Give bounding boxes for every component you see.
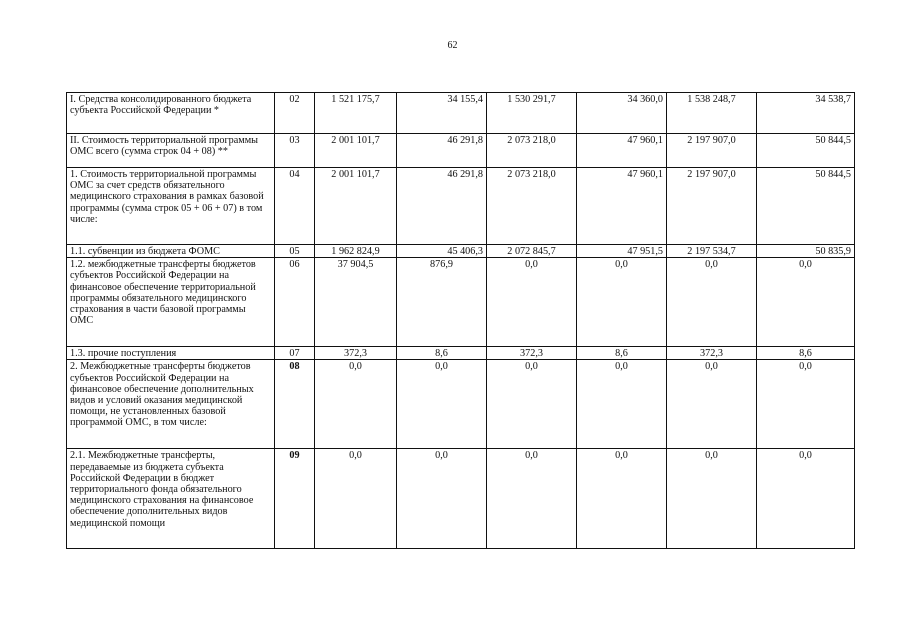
value-cell: 1 530 291,7 <box>487 93 577 134</box>
value-cell: 50 844,5 <box>757 134 855 168</box>
value-cell: 0,0 <box>757 360 855 449</box>
row-code: 04 <box>275 168 315 245</box>
row-label: 2. Межбюджетные трансферты бюджетов субъектов Российской Федерации на финансовое обеспечение дополнительных видов и условий оказания медицинской помощи, не установленных базовой программой ОМС, в том числе: <box>67 360 275 449</box>
value-cell: 8,6 <box>757 347 855 360</box>
value-cell: 47 951,5 <box>577 245 667 258</box>
row-code: 09 <box>275 449 315 549</box>
value-cell: 37 904,5 <box>315 258 397 347</box>
value-cell: 2 073 218,0 <box>487 134 577 168</box>
value-cell: 876,9 <box>397 258 487 347</box>
value-cell: 34 538,7 <box>757 93 855 134</box>
value-cell: 0,0 <box>577 258 667 347</box>
value-cell: 0,0 <box>577 360 667 449</box>
value-cell: 8,6 <box>397 347 487 360</box>
value-cell: 0,0 <box>487 360 577 449</box>
value-cell: 1 521 175,7 <box>315 93 397 134</box>
value-cell: 0,0 <box>487 449 577 549</box>
value-cell: 0,0 <box>315 360 397 449</box>
value-cell: 372,3 <box>315 347 397 360</box>
row-label: 1.3. прочие поступления <box>67 347 275 360</box>
value-cell: 0,0 <box>667 258 757 347</box>
table-row <box>67 168 855 245</box>
row-label: 1. Стоимость территориальной программы ОМС за счет средств обязательного медицинского страхования в рамках базовой программы (сумма строк 05 + 06 + 07) в том числе: <box>67 168 275 245</box>
row-label: 1.2. межбюджетные трансферты бюджетов субъектов Российской Федерации на финансовое обеспечение территориальной программы обязательного медицинского страхования в части базовой программы ОМС <box>67 258 275 347</box>
value-cell: 50 835,9 <box>757 245 855 258</box>
value-cell: 2 197 907,0 <box>667 134 757 168</box>
row-label: II. Стоимость территориальной программы ОМС всего (сумма строк 04 + 08) ** <box>67 134 275 168</box>
value-cell: 0,0 <box>757 449 855 549</box>
value-cell: 0,0 <box>487 258 577 347</box>
row-label: I. Средства консолидированного бюджета субъекта Российской Федерации * <box>67 93 275 134</box>
value-cell: 0,0 <box>397 360 487 449</box>
value-cell: 2 197 534,7 <box>667 245 757 258</box>
value-cell: 34 155,4 <box>397 93 487 134</box>
value-cell: 0,0 <box>577 449 667 549</box>
row-label: 2.1. Межбюджетные трансферты, передаваемые из бюджета субъекта Российской Федерации в бюджет территориального фонда обязательного медицинского страхования на финансовое обеспечение дополнительных видов медицинской помощи <box>67 449 275 549</box>
row-label: 1.1. субвенции из бюджета ФОМС <box>67 245 275 258</box>
value-cell: 0,0 <box>667 360 757 449</box>
row-code: 08 <box>275 360 315 449</box>
value-cell: 0,0 <box>667 449 757 549</box>
value-cell: 47 960,1 <box>577 134 667 168</box>
value-cell: 0,0 <box>315 449 397 549</box>
value-cell: 47 960,1 <box>577 168 667 245</box>
value-cell: 2 197 907,0 <box>667 168 757 245</box>
value-cell: 372,3 <box>667 347 757 360</box>
value-cell: 2 001 101,7 <box>315 168 397 245</box>
row-code: 03 <box>275 134 315 168</box>
value-cell: 1 962 824,9 <box>315 245 397 258</box>
budget-table <box>66 92 855 549</box>
value-cell: 372,3 <box>487 347 577 360</box>
table-row <box>67 134 855 168</box>
value-cell: 46 291,8 <box>397 168 487 245</box>
value-cell: 2 001 101,7 <box>315 134 397 168</box>
value-cell: 50 844,5 <box>757 168 855 245</box>
value-cell: 34 360,0 <box>577 93 667 134</box>
table-row <box>67 347 855 360</box>
value-cell: 0,0 <box>397 449 487 549</box>
table-row <box>67 93 855 134</box>
row-code: 07 <box>275 347 315 360</box>
page-number: 62 <box>447 40 458 51</box>
table-row <box>67 360 855 449</box>
row-code: 02 <box>275 93 315 134</box>
value-cell: 2 073 218,0 <box>487 168 577 245</box>
value-cell: 8,6 <box>577 347 667 360</box>
value-cell: 2 072 845,7 <box>487 245 577 258</box>
value-cell: 1 538 248,7 <box>667 93 757 134</box>
row-code: 06 <box>275 258 315 347</box>
value-cell: 45 406,3 <box>397 245 487 258</box>
table-row <box>67 245 855 258</box>
table-row <box>67 449 855 549</box>
value-cell: 46 291,8 <box>397 134 487 168</box>
table-row <box>67 258 855 347</box>
row-code: 05 <box>275 245 315 258</box>
value-cell: 0,0 <box>757 258 855 347</box>
